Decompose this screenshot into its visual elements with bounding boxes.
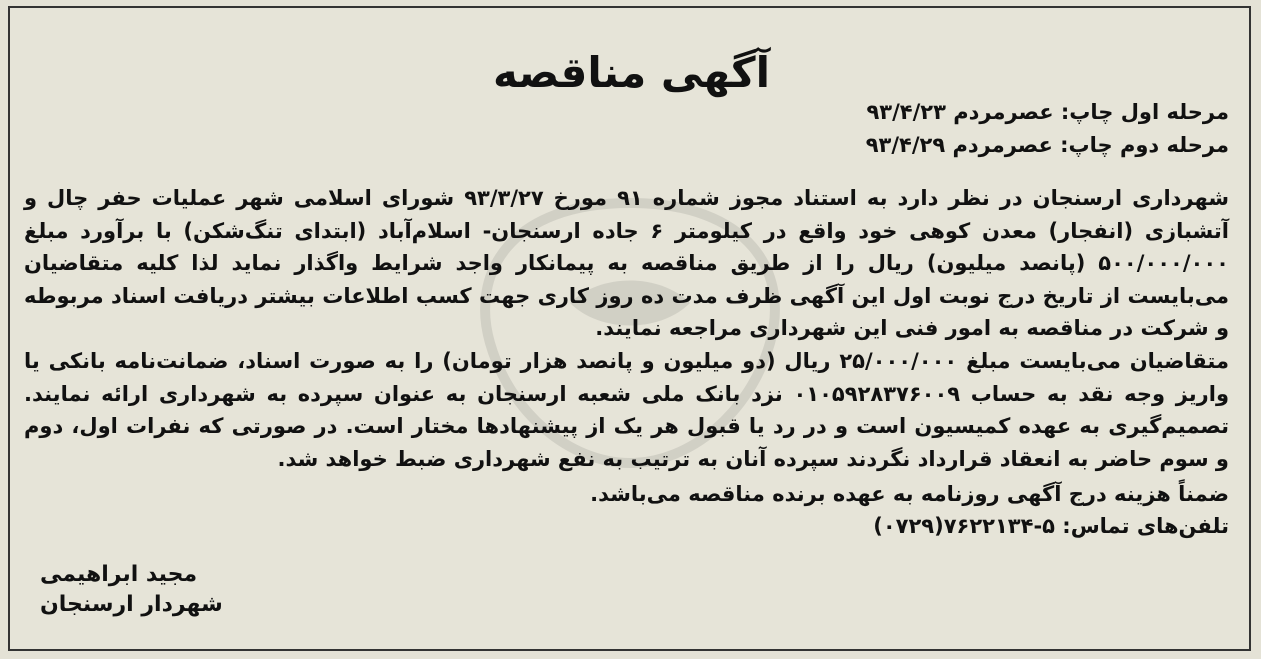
- print-stage-2: مرحله دوم چاپ: عصرمردم ۹۳/۴/۲۹: [865, 133, 1229, 157]
- contact-phone: تلفن‌های تماس: ۵-۷۶۲۲۱۳۴(۰۷۲۹): [873, 514, 1229, 538]
- notice-frame: [8, 6, 1251, 651]
- print-stage-1: مرحله اول چاپ: عصرمردم ۹۳/۴/۲۳: [866, 100, 1229, 124]
- signature-title: شهردار ارسنجان: [40, 592, 223, 617]
- paragraph-tender-details: شهرداری ارسنجان در نظر دارد به استناد مجوز شماره ۹۱ مورخ ۹۳/۳/۲۷ شورای اسلامی شهر عملیات حفر چال و آتشبازی (انفجار) معدن کوهی خود واقع در کیلومتر ۶ جاده ارسنجان- اسلام‌آباد (ابتدای تنگ‌شکن) با برآورد مبلغ ۵۰۰/۰۰۰/۰۰۰ (پانصد میلیون) ریال را از طریق مناقصه به پیمانکار واجد شرایط واگذار نماید لذا کلیه متقاضیان می‌بایست از تاریخ درج نوبت اول این آگهی ظرف مدت ده روز کاری جهت کسب اطلاعات بیشتر دریافت اسناد مربوطه و شرکت در مناقصه به امور فنی این شهرداری مراجعه نمایند.: [24, 186, 1230, 340]
- signature-name: مجید ابراهیمی: [40, 562, 198, 587]
- paragraph-deposit-terms: متقاضیان می‌بایست مبلغ ۲۵/۰۰۰/۰۰۰ ریال (دو میلیون و پانصد هزار تومان) را به صورت اسناد، ضمانت‌نامه بانکی یا واریز وجه نقد به حساب ۰۱۰۵۹۲۸۳۷۶۰۰۹ نزد بانک ملی شعبه ارسنجان به عنوان سپرده به شهرداری ارائه نمایند. تصمیم‌گیری به عهده کمیسیون است و در رد یا قبول هر یک از پیشنهادها مختار است. در صورتی که نفرات اول، دوم و سوم حاضر به انعقاد قرارداد نگردند سپرده آنان به ترتیب به نفع شهرداری ضبط خواهد شد.: [24, 349, 1229, 471]
- paragraph-ad-cost: ضمناً هزینه درج آگهی روزنامه به عهده برنده مناقصه می‌باشد.: [590, 482, 1229, 506]
- notice-title: آگهی مناقصه: [493, 48, 770, 97]
